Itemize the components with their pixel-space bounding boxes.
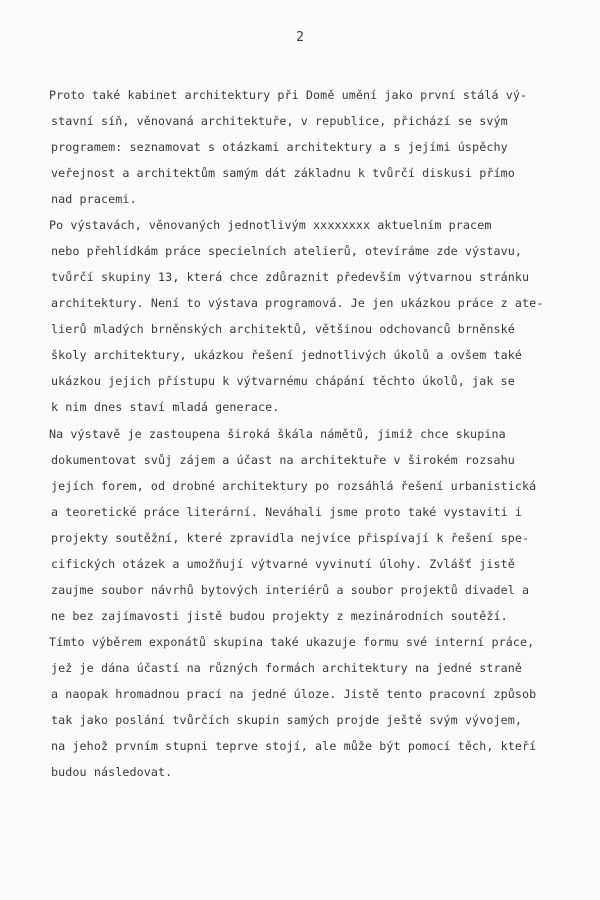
text-line: zaujme soubor návrhů bytových interiérů a soubor projektů divadel a (51, 583, 530, 597)
text-line: a naopak hromadnou prací na jedné úloze. Jistě tento pracovní způsob (51, 687, 537, 701)
text-line: ukázkou jejich přístupu k výtvarnému chápání těchto úkolů, jak se (51, 374, 515, 388)
text-line: jejích forem, od drobné architektury po rozsáhlá řešení urbanistická (51, 479, 537, 493)
text-line: tvůrčí skupiny 13, která chce zdůraznit především výtvarnou stránku (51, 270, 530, 284)
text-line: k nim dnes staví mladá generace. (51, 400, 280, 414)
text-line: školy architektury, ukázkou řešení jednotlivých úkolů a ovšem také (51, 348, 523, 362)
text-line: budou následovat. (51, 765, 173, 779)
text-line: a teoretické práce literární. Neváhali jsme proto také vystaviti i (51, 505, 523, 519)
text-line: lierů mladých brněnských architektů, většinou odchovanců brněnské (51, 322, 515, 336)
text-line: na jehož prvním stupni teprve stojí, ale může být pomocí těch, kteří (51, 739, 537, 753)
text-line: dokumentovat svůj zájem a účast na architektuře v širokém rozsahu (51, 453, 515, 467)
text-line: stavní síň, věnovaná architektuře, v republice, přichází se svým (51, 114, 508, 128)
text-line: cifických otázek a umožňují výtvarné vyvinutí úlohy. Zvlášť jistě (51, 557, 515, 571)
text-line: tak jako poslání tvůrčích skupin samých projde ještě svým vývojem, (51, 713, 523, 727)
text-line: Proto také kabinet architektury při Domě umění jako první stálá vý- (49, 88, 528, 102)
text-line: Tímto výběrem exponátů skupina také ukazuje formu své interní práce, (49, 635, 535, 649)
text-line: programem: seznamovat s otázkami architektury a s jejími úspěchy (51, 140, 508, 154)
text-line: projekty soutěžní, které zpravidla nejvíce přispívají k řešení spe- (51, 531, 530, 545)
text-line: architektury. Není to výstava programová. Je jen ukázkou práce z ate- (51, 296, 544, 310)
text-line: veřejnost a architektům samým dát základnu k tvůrčí diskusi přímo (51, 166, 515, 180)
text-line: Na výstavě je zastoupena široká škála námětů, jimiž chce skupina (49, 427, 506, 441)
page-number: 2 (296, 30, 304, 45)
text-line: nad pracemi. (51, 192, 137, 206)
text-line: jež je dána účastí na různých formách architektury na jedné straně (51, 661, 523, 675)
text-line: ne bez zajímavosti jistě budou projekty z mezinárodních soutěží. (51, 609, 508, 623)
text-line: nebo přehlídkám práce specielních atelierů, otevíráme zde výstavu, (51, 244, 523, 258)
text-line: Po výstavách, věnovaných jednotlivým xxxxxxxx aktuelním pracem (49, 218, 492, 232)
